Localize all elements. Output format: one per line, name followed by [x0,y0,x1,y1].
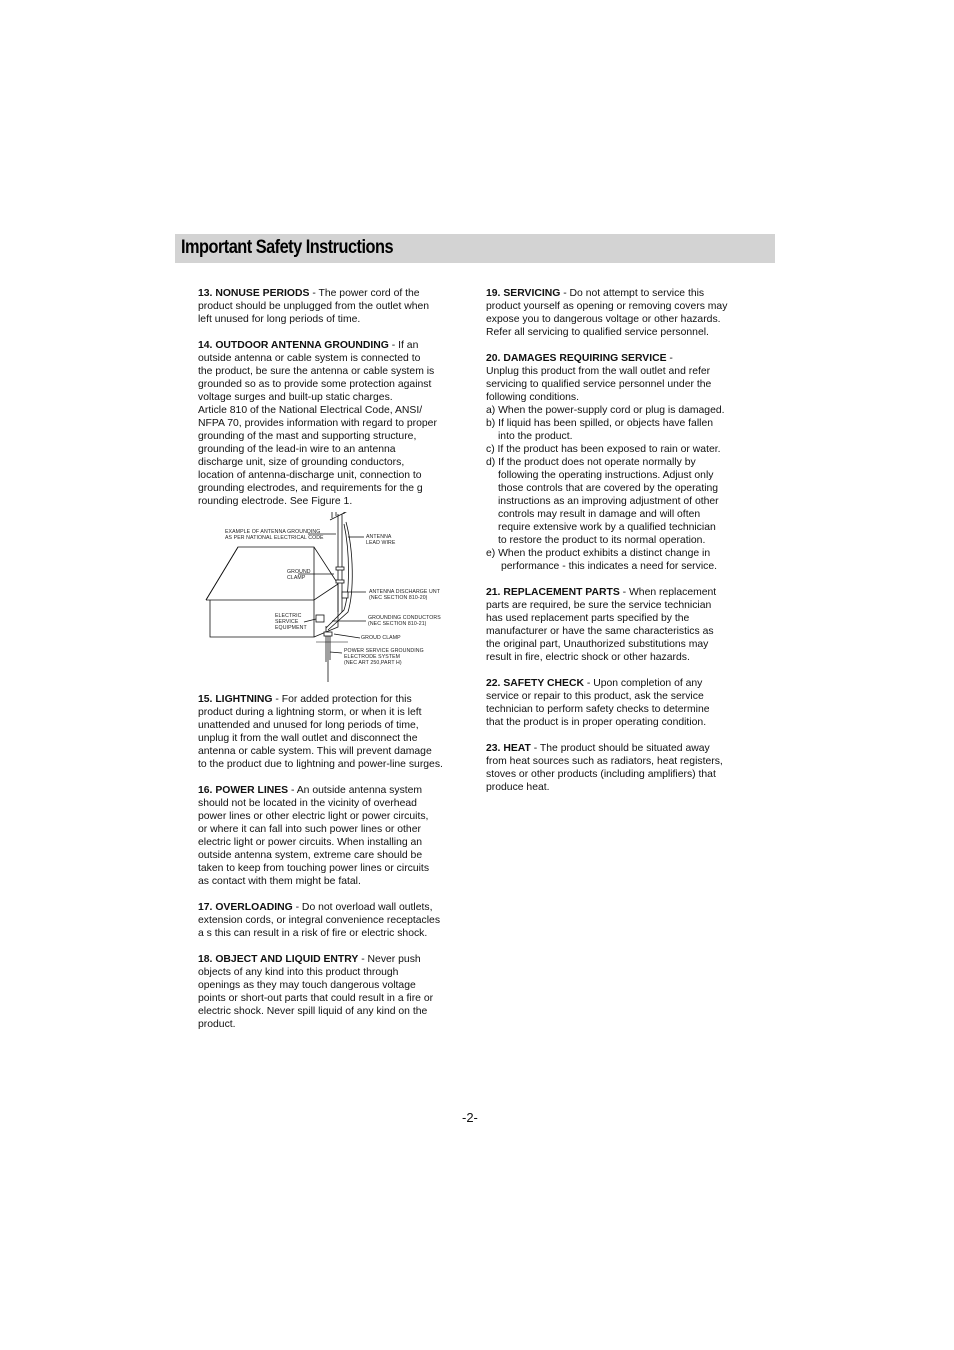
section-text: should not be located in the vicinity of overhead [198,798,417,809]
section-15 [198,693,470,771]
section-text: outside antenna system, extreme care should be [198,850,423,861]
section-text: product during a lightning storm, or when it is left [198,707,422,718]
list-item-continuation: instructions as an improving adjustment of other [498,496,719,507]
section-text: the product, be sure the antenna or cable system is [198,366,435,377]
section-20 [486,352,768,573]
section-17 [198,901,470,940]
section-text: servicing to qualified service personnel under the [486,379,712,390]
section-16 [198,784,470,888]
section-text: or where it can fall into such power lines or other [198,824,421,835]
list-item-continuation: to restore the product to its normal operation. [498,535,706,546]
list-item: e) When the product exhibits a distinct change in [486,548,711,559]
list-item: c) If the product has been exposed to rain or water. [486,444,721,455]
list-item: b) If liquid has been spilled, or objects have fallen [486,418,714,429]
section-21 [486,586,768,664]
section-text: openings as they may touch dangerous voltage [198,980,416,991]
left-column [198,287,470,1031]
section-text: product yourself as opening or removing covers may [486,301,728,312]
section-text: product should be unplugged from the outlet when [198,301,430,312]
section-text: Refer all servicing to qualified service personnel. [486,327,709,338]
section-text: taken to keep from touching power lines or circuits [198,863,430,874]
list-item: d) If the product does not operate normally by [486,457,696,468]
section-text: points or short-out parts that could result in a fire or [198,993,434,1004]
figure-label-ground-clamp: GROUND CLAMP [287,569,311,581]
section-text: parts are required, be sure the service technician [486,600,712,611]
section-text: expose you to dangerous voltage or other hazards. [486,314,721,325]
section-text: service or repair to this product, ask the service [486,691,704,702]
section-text: outside antenna or cable system is connected to [198,353,421,364]
section-text: that the product is in proper operating condition. [486,717,707,728]
section-text: left unused for long periods of time. [198,314,361,325]
section-text: location of antenna-discharge unit, connection to [198,470,422,481]
section-heading: 23. HEAT [486,743,531,754]
list-item-continuation: those controls that are covered by the operating [498,483,719,494]
section-13 [198,287,470,326]
section-text: power lines or other electric light or power circuits, [198,811,429,822]
section-heading: 16. POWER LINES [198,785,289,796]
section-heading: 20. DAMAGES REQUIRING SERVICE [486,353,667,364]
figure-label-electric-service: ELECTRIC SERVICE EQUIPMENT [275,613,307,631]
section-heading: 13. NONUSE PERIODS [198,288,310,299]
section-text: - For added protection for this [272,694,412,705]
section-text: electric shock. Never spill liquid of any kind on the [198,1006,428,1017]
section-text: following conditions. [486,392,579,403]
antenna-grounding-figure [198,512,470,687]
section-text: grounding of the lead-in wire to an antenna [198,444,396,455]
figure-label-grounding-conductors: GROUNDING CONDUCTORS (NEC SECTION 810-21) [368,615,441,627]
section-text: result in fire, electric shock or other hazards. [486,652,690,663]
list-item-continuation: performance - this indicates a need for service. [501,561,717,572]
section-heading: 14. OUTDOOR ANTENNA GROUNDING [198,340,389,351]
section-text: technician to perform safety checks to determine [486,704,710,715]
page-title: Important Safety Instructions [181,237,394,258]
section-heading: 21. REPLACEMENT PARTS [486,587,620,598]
section-text: rounding electrode. See Figure 1. [198,496,353,507]
house-roof-outline [206,547,338,600]
section-text: to the product due to lightning and power-line surges. [198,759,443,770]
section-text: - When replacement [619,587,717,598]
list-item: a) When the power-supply cord or plug is damaged. [486,405,725,416]
section-22 [486,677,768,729]
section-text: objects of any kind into this product through [198,967,399,978]
section-heading: 18. OBJECT AND LIQUID ENTRY [198,954,359,965]
section-text: unplug it from the wall outlet and disconnect the [198,733,418,744]
section-text: - Never push [358,954,421,965]
section-text: NFPA 70, provides information with regard to proper [198,418,437,429]
section-text: a s this can result in a risk of fire or electric shock. [198,928,428,939]
section-heading: 17. OVERLOADING [198,902,293,913]
section-text: Unplug this product from the wall outlet and refer [486,366,711,377]
section-text: manufacturer or have the same characteristics as [486,626,714,637]
figure-label-power-service: POWER SERVICE GROUNDING ELECTRODE SYSTEM (NEC ART 250,PART H) [344,648,424,666]
figure-label-antenna-lead: ANTENNA LEAD WIRE [366,534,396,546]
section-text: product. [198,1019,236,1030]
section-text: produce heat. [486,782,550,793]
section-text: - Upon completion of any [583,678,703,689]
section-heading: 15. LIGHTNING [198,694,273,705]
section-text: unattended and unused for long periods of time, [198,720,419,731]
title-bar [175,234,775,263]
figure-label-discharge-unit: ANTENNA DISCHARGE UNT (NEC SECTION 810-20) [369,589,440,601]
section-text: - An outside antenna system [288,785,423,796]
section-text: stoves or other products (including amplifiers) that [486,769,716,780]
section-text: - [666,353,673,364]
figure-label-example: EXAMPLE OF ANTENNA GROUNDING AS PER NATIONAL ELECTRICAL CODE [225,529,324,541]
list-item-continuation: controls may result in damage and will often [498,509,701,520]
section-text: as contact with them might be fatal. [198,876,361,887]
section-text: - The product should be situated away [530,743,710,754]
section-text: discharge unit, size of grounding conductors, [198,457,405,468]
section-text: - Do not overload wall outlets, [292,902,433,913]
section-text: has used replacement parts specified by the [486,613,690,624]
section-text: grounding of the mast and supporting structure, [198,431,417,442]
list-item-continuation: following the operating instructions. Adjust only [498,470,714,481]
section-text: electric light or power circuits. When installing an [198,837,423,848]
section-heading: 22. SAFETY CHECK [486,678,584,689]
section-text: - Do not attempt to service this [560,288,705,299]
section-text: Article 810 of the National Electrical Code, ANSI/ [198,405,423,416]
section-23 [486,742,768,794]
section-text: - The power cord of the [309,288,420,299]
section-text: - If an [388,340,419,351]
list-item-continuation: require extensive work by a qualified technician [498,522,716,533]
section-text: voltage surges and built-up static charges. [198,392,393,403]
section-text: the original part, Unauthorized substitutions may [486,639,709,650]
section-19 [486,287,768,339]
list-item-continuation: into the product. [498,431,573,442]
section-text: from heat sources such as radiators, heat registers, [486,756,723,767]
section-14 [198,339,470,508]
section-text: grounded so as to provide some protection against [198,379,432,390]
right-column [486,287,768,794]
section-heading: 19. SERVICING [486,288,561,299]
section-text: extension cords, or integral convenience receptacles [198,915,441,926]
figure-label-groud-clamp: GROUD CLAMP [361,635,401,641]
section-text: antenna or cable system. This will prevent damage [198,746,432,757]
section-18 [198,953,470,1031]
page-number: -2- [462,1110,478,1125]
section-text: grounding electrodes, and requirements for the g [198,483,423,494]
